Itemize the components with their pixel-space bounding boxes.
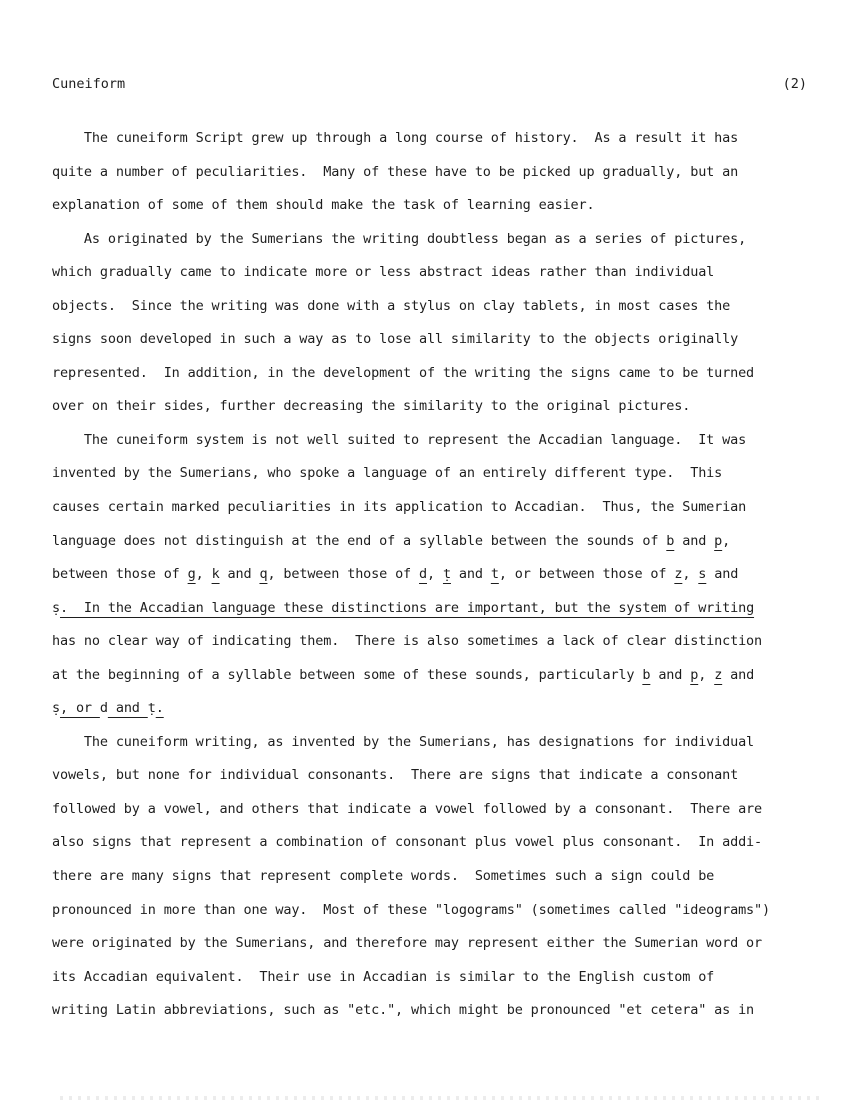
underlined-letter: k [211,566,220,583]
text-run: The cuneiform writing, as invented by the Sumerians, has designations for individual [52,733,755,750]
underlined-letter: b [642,666,651,683]
text-run: there are many signs that represent complete words. Sometimes such a sign could be [52,868,715,885]
scan-edge [60,1096,823,1100]
text-run: has no clear way of indicating them. There is also sometimes a lack of clear distinction [52,633,763,650]
text-line [52,361,804,395]
text-run: at the beginning of a syllable between some of these sounds, particularly [52,666,643,683]
text-line [52,730,804,764]
document-body [52,126,804,1032]
text-line [52,495,804,529]
text-run: , [195,566,212,583]
text-run: ṣ [52,700,60,717]
page-number: (2) [782,76,807,92]
text-run: were originated by the Sumerians, and therefore may represent either the Sumerian word or [52,935,763,952]
text-run: , between those of [267,566,420,583]
underlined-letter: t [490,566,499,583]
page-header [52,76,807,100]
text-line [52,696,804,730]
text-run: , [722,532,731,549]
text-run: The cuneiform system is not well suited to represent the Accadian language. It was [52,431,747,448]
text-line [52,596,804,630]
text-run: vowels, but none for individual consonants. There are signs that indicate a consonant [52,767,739,784]
text-line [52,830,804,864]
text-line [52,562,804,596]
text-line [52,160,804,194]
text-run: represented. In addition, in the development of the writing the signs came to be turned [52,364,755,381]
document-title: Cuneiform [52,76,126,92]
text-line [52,797,804,831]
text-line [52,227,804,261]
text-run: and [450,566,491,583]
text-run: writing Latin abbreviations, such as "etc.", which might be pronounced "et cetera" as in [52,1002,755,1019]
text-run: , [427,566,443,583]
text-run: d [99,700,108,717]
text-line [52,998,804,1032]
text-run: invented by the Sumerians, who spoke a language of an entirely different type. This [52,465,723,482]
text-run: and [219,566,260,583]
underlined-letter: ṭ [442,566,451,583]
text-line [52,663,804,697]
underlined-letter: and [107,700,148,717]
underlined-letter: z [714,666,723,683]
underlined-letter: . [155,700,164,717]
underlined-letter: q [259,566,268,583]
text-run: , [698,666,715,683]
text-line [52,965,804,999]
text-line [52,126,804,160]
underlined-letter: b [666,532,675,549]
underlined-letter: , or [59,700,100,717]
text-run: and [706,566,739,583]
text-run: objects. Since the writing was done with a stylus on clay tablets, in most cases the [52,297,731,314]
text-run: and [722,666,755,683]
text-run: and [650,666,691,683]
text-run: signs soon developed in such a way as to lose all similarity to the objects originally [52,331,739,348]
text-line [52,394,804,428]
underlined-letter: . In the Accadian language these distinctions are important, but the system of writing [59,599,755,616]
text-run: and [674,532,715,549]
text-run: explanation of some of them should make the task of learning easier. [52,197,595,214]
text-run: The cuneiform Script grew up through a long course of history. As a result it has [52,130,739,146]
text-run: causes certain marked peculiarities in its application to Accadian. Thus, the Sumerian [52,499,747,516]
underlined-letter: z [674,566,683,583]
text-line [52,629,804,663]
text-run: over on their sides, further decreasing the similarity to the original pictures. [52,398,691,415]
text-run: which gradually came to indicate more or less abstract ideas rather than individual [52,264,715,281]
text-run: between those of [52,566,188,583]
text-run: pronounced in more than one way. Most of these "logograms" (sometimes called "ideograms") [52,901,770,918]
underlined-letter: d [419,566,427,583]
underlined-letter: s [698,566,707,583]
underlined-letter: g [187,566,196,583]
text-run: language does not distinguish at the end of a syllable between the sounds of [52,532,667,549]
text-run: quite a number of peculiarities. Many of these have to be picked up gradually, but an [52,163,739,180]
text-line [52,898,804,932]
text-run: , or between those of [498,566,675,583]
underlined-letter: p [690,666,699,683]
text-line [52,931,804,965]
text-line [52,260,804,294]
text-line [52,461,804,495]
text-line [52,763,804,797]
text-line [52,193,804,227]
text-line [52,294,804,328]
text-run: followed by a vowel, and others that indicate a vowel followed by a consonant. There are [52,800,763,817]
text-run: ṣ [52,599,60,616]
text-run: As originated by the Sumerians the writing doubtless began as a series of pictures, [52,230,747,247]
underlined-letter: p [714,532,723,549]
text-run: its Accadian equivalent. Their use in Accadian is similar to the English custom of [52,968,715,985]
text-line [52,529,804,563]
text-line [52,864,804,898]
text-line [52,428,804,462]
text-run: also signs that represent a combination of consonant plus vowel plus consonant. In addi- [52,834,763,851]
text-run: ṭ [147,700,156,717]
text-run: , [682,566,699,583]
text-line [52,327,804,361]
